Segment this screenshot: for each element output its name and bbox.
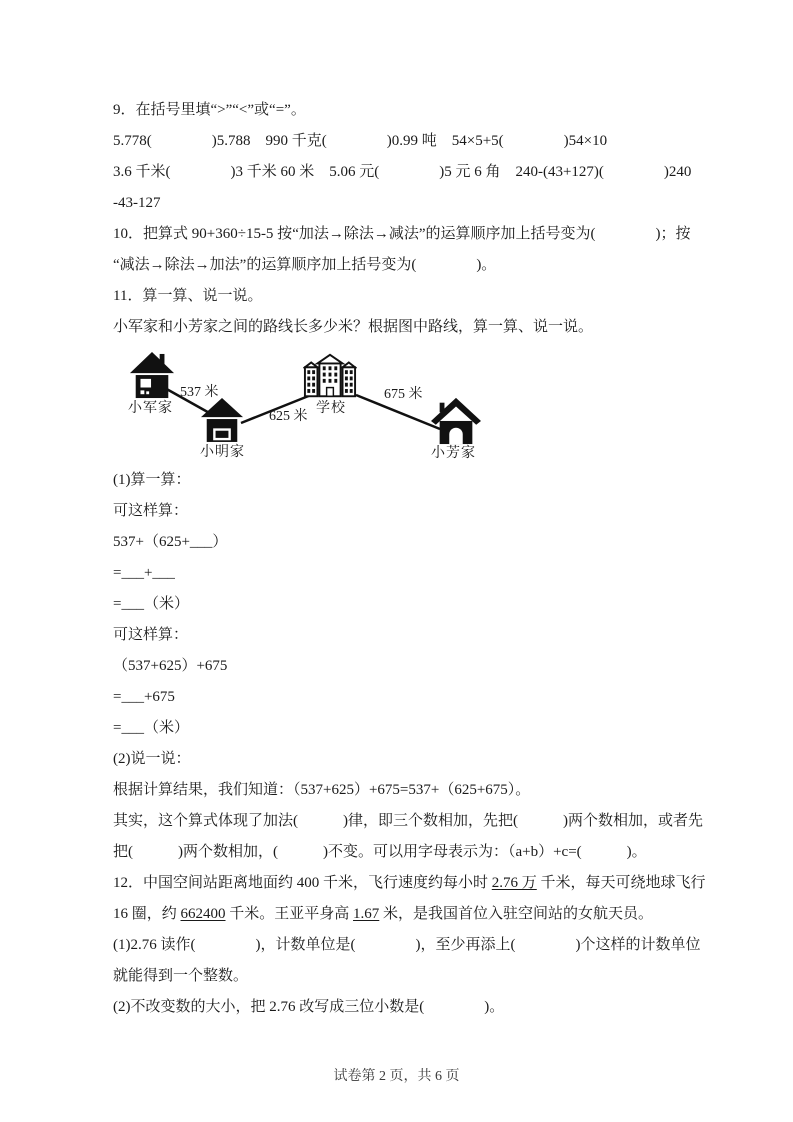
q11-title: 11．算一算、说一说。 [113,288,263,304]
q12-underlined-height: 1.67 [353,906,380,922]
q11-method2-step3: =___（米） [113,720,189,736]
q11-method1-step2: =___+___ [113,565,175,581]
q12-line1-tail: 千米，每天可绕地球飞行 [536,875,706,891]
q12-part1-line1: (1)2.76 读作( )，计数单位是( )，至少再添上( )个这样的计数单位 [113,937,701,953]
q11-part2-label: (2)说一说： [113,751,191,767]
q9-row3: -43-127 [113,195,161,211]
q12-part1-line2: 就能得到一个整数。 [113,968,249,984]
q11-method2-step2: =___+675 [113,689,175,705]
q11-method1-label: 可这样算： [113,503,189,519]
q12-part2-line: (2)不改变数的大小，把 2.76 改写成三位小数是( )。 [113,999,505,1015]
q12-line1-text: 12．中国空间站距离地面约 400 千米，飞行速度约每小时 [113,875,492,891]
q9-row1: 5.778( )5.788 990 千克( )0.99 吨 54×5+5( )54×10 [113,133,608,149]
route-lines [113,343,681,465]
q9-title: 9．在括号里填“>”“<”或“=”。 [113,102,306,118]
q12-underlined-distance: 662400 [180,906,226,922]
q11-method2-label: 可这样算： [113,627,189,643]
q11-part1-label: (1)算一算： [113,472,191,488]
q11-fill-line1: 其实，这个算式体现了加法( )律，即三个数相加，先把( )两个数相加，或者先 [113,813,703,829]
q11-fill-line2: 把( )两个数相加，( )不变。可以用字母表示为：（a+b）+c=( )。 [113,844,647,860]
q12-line2-text: 16 圈，约 [113,906,181,922]
route-diagram [113,343,681,465]
xiaojun-house-label: 小军家 [128,401,173,416]
distance-537-label: 537 米 [180,385,219,400]
q11-method2-step1: （537+625）+675 [113,658,228,674]
xiaoming-house-icon [201,397,243,443]
q12-underlined-speed: 2.76 万 [491,875,537,891]
q11-method1-step1: 537+（625+___） [113,534,228,550]
q10-line1: 10．把算式 90+360÷15-5 按“加法→除法→减法”的运算顺序加上括号变为( )；按 [113,226,691,242]
school-label: 学校 [316,401,346,416]
q12-line2-tail: 米，是我国首位入驻空间站的女航天员。 [379,906,654,922]
q11-intro: 小军家和小芳家之间的路线长多少米？根据图中路线，算一算、说一说。 [113,319,594,335]
distance-625-label: 625 米 [269,409,308,424]
xiaofang-house-icon [431,395,481,445]
q11-method1-step3: =___（米） [113,596,189,612]
q12-line2 [113,899,681,930]
page-content [113,95,706,1023]
q10-line2: “减法→除法→加法”的运算顺序加上括号变为( )。 [113,257,497,273]
q11-conclusion: 根据计算结果，我们知道：（537+625）+675=537+（625+675）。 [113,782,531,798]
q12-line1 [113,868,706,899]
q12-line2-mid: 千米。王亚平身高 [225,906,354,922]
page-number-footer: 试卷第 2 页，共 6 页 [333,1069,460,1084]
xiaoming-house-label: 小明家 [200,445,245,460]
school-building-icon [303,353,357,399]
distance-675-label: 675 米 [384,387,423,402]
xiaojun-house-icon [129,351,175,401]
xiaofang-house-label: 小芳家 [431,446,476,461]
q9-row2: 3.6 千米( )3 千米 60 米 5.06 元( )5 元 6 角 240-(43+127)( )240 [113,164,692,180]
